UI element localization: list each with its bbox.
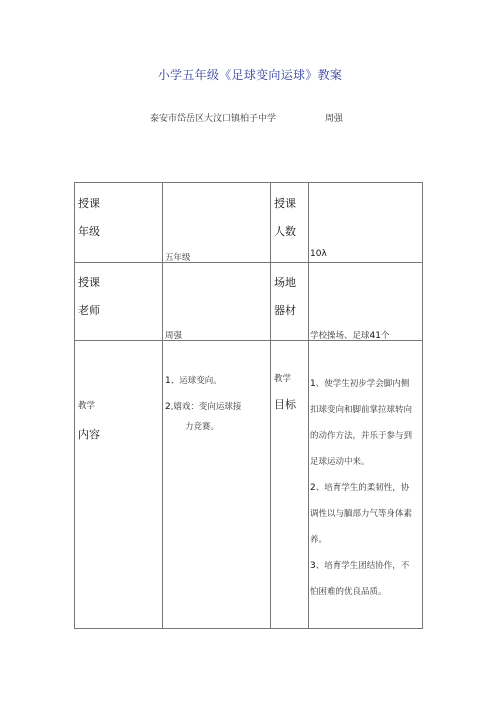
count-value: 10λ bbox=[310, 249, 327, 259]
lesson-plan-table bbox=[74, 182, 423, 629]
content-label-line2: 内容 bbox=[78, 428, 100, 441]
cell-venue-label bbox=[271, 263, 309, 341]
venue-value-suffix: 个 bbox=[380, 331, 390, 341]
goal-label-line1: 教学 bbox=[274, 374, 292, 384]
goal-line: 的动作方法，并乐于参与到 bbox=[310, 431, 413, 441]
grade-label-line2: 年级 bbox=[78, 225, 100, 238]
goal-line: 足球运动中来。 bbox=[310, 457, 370, 467]
teacher-label-line2: 老师 bbox=[78, 304, 100, 317]
count-label-line2: 人数 bbox=[274, 225, 296, 238]
cell-teacher-label bbox=[75, 263, 163, 341]
goal-line: 养。 bbox=[310, 535, 328, 545]
cell-goal-value bbox=[309, 341, 423, 629]
document-subtitle bbox=[150, 111, 343, 124]
venue-value bbox=[310, 329, 389, 341]
teacher-value: 周强 bbox=[165, 331, 183, 341]
cell-teacher-value bbox=[163, 263, 271, 341]
count-label-line1: 授课 bbox=[274, 197, 296, 210]
grade-value: 五年级 bbox=[165, 253, 191, 263]
content-item: 力竞赛。 bbox=[185, 422, 220, 432]
table-row-grade bbox=[75, 183, 423, 263]
school-name: 泰安市岱岳区大汶口镇柏子中学 bbox=[150, 114, 277, 124]
venue-value-number: 41 bbox=[369, 331, 381, 341]
table-row-teacher bbox=[75, 263, 423, 341]
content-item: 1、运球变向。 bbox=[165, 376, 222, 386]
cell-count-label bbox=[271, 183, 309, 263]
content-list bbox=[165, 371, 241, 437]
cell-content-label bbox=[75, 341, 163, 629]
goal-line: 3、培育学生团结协作，不 bbox=[310, 561, 410, 571]
venue-value-prefix: 学校操场、足球 bbox=[310, 331, 370, 341]
cell-count-value bbox=[309, 183, 423, 263]
content-label-line1: 教学 bbox=[78, 401, 96, 411]
goal-label-line2: 目标 bbox=[274, 398, 296, 411]
goal-line: 怕困难的优良品质。 bbox=[310, 587, 387, 597]
document-title: 小学五年级《足球变向运球》教案 bbox=[157, 68, 343, 82]
cell-content-value bbox=[163, 341, 271, 629]
cell-grade-value bbox=[163, 183, 271, 263]
venue-label-line1: 场地 bbox=[274, 276, 296, 289]
content-item: 2,嬉戏：变向运球接 bbox=[165, 402, 242, 412]
cell-goal-label bbox=[271, 341, 309, 629]
goal-line: 调性以与腼部力气等身体素 bbox=[310, 509, 413, 519]
grade-label-line1: 授课 bbox=[78, 197, 100, 210]
venue-label-line2: 器材 bbox=[274, 304, 296, 317]
author-name: 周强 bbox=[324, 114, 343, 124]
cell-grade-label bbox=[75, 183, 163, 263]
goal-line: 1、使学生初步学会脚内侧 bbox=[310, 379, 410, 389]
cell-venue-value bbox=[309, 263, 423, 341]
teacher-label-line1: 授课 bbox=[78, 276, 100, 289]
goal-line: 扣球变向和脚前掌拉球转向 bbox=[310, 405, 413, 415]
goal-list bbox=[310, 371, 412, 605]
table-row-content bbox=[75, 341, 423, 629]
goal-line: 2、培育学生的柔韧性，协 bbox=[310, 483, 410, 493]
